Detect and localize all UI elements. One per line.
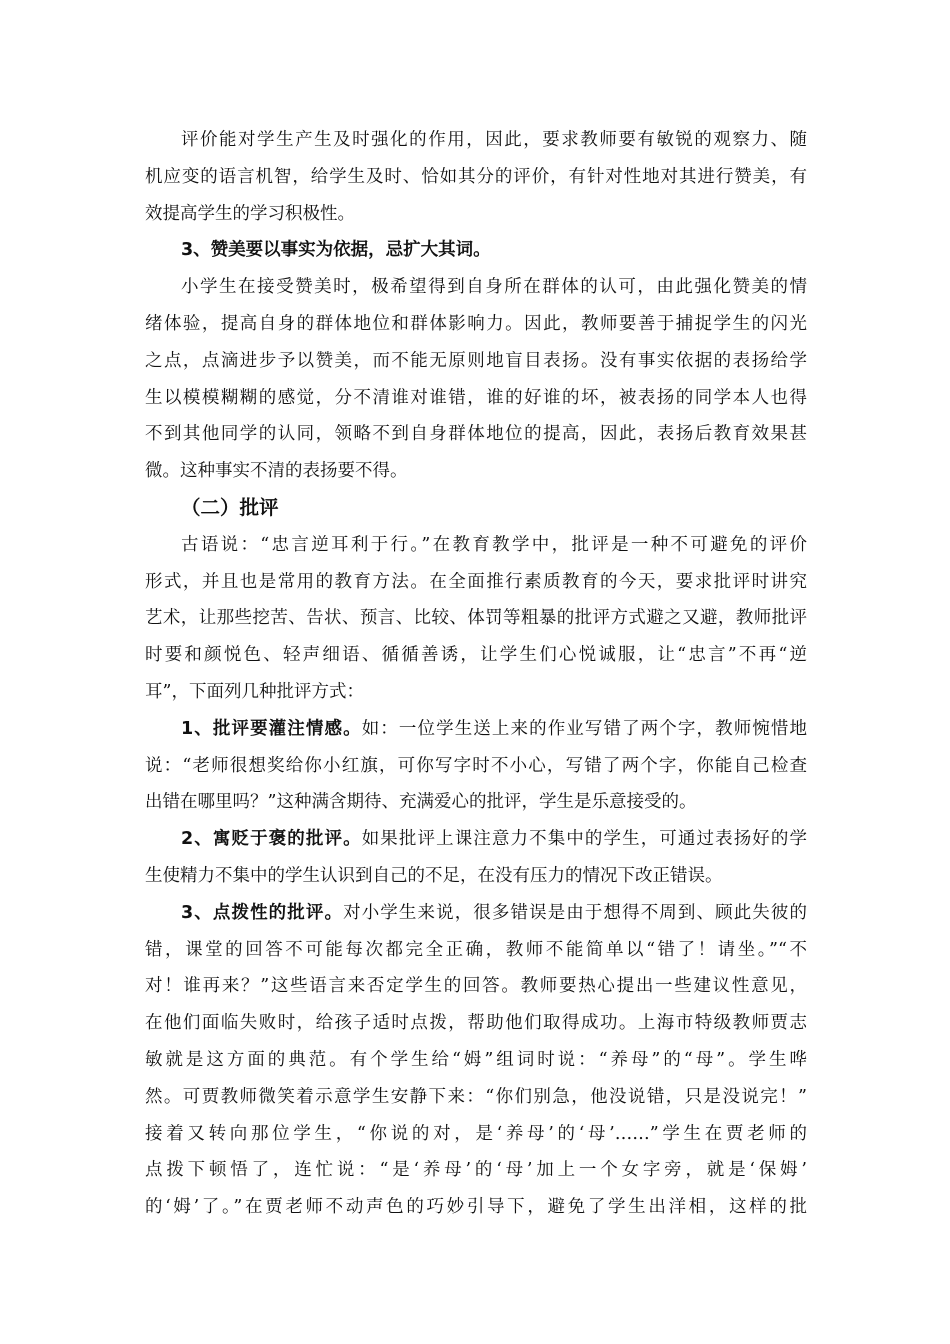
text-line: 在他们面临失败时，给孩子适时点拨，帮助他们取得成功。上海市特级教师贾志 — [145, 1013, 807, 1034]
text-line: 不到其他同学的认同，领略不到自身群体地位的提高，因此，表扬后教育效果甚 — [145, 424, 807, 445]
text-line: 说：“老师很想奖给你小红旗，可你写字时不小心，写错了两个字，你能自己检查 — [145, 755, 807, 776]
method-3-text: 对小学生来说，很多错误是由于想得不周到、顾此失彼的 — [343, 902, 807, 923]
text-line: 错，课堂的回答不可能每次都完全正确，教师不能简单以“错了！请坐。”“不 — [145, 939, 807, 960]
paragraph-method-3 — [145, 895, 807, 1226]
text-line: 出错在哪里吗？”这种满含期待、充满爱心的批评，学生是乐意接受的。 — [145, 792, 697, 813]
text-line: 耳”，下面列几种批评方式： — [145, 681, 364, 702]
paragraph-method-2 — [145, 821, 807, 895]
paragraph-method-1 — [145, 711, 807, 821]
text-line: 评价能对学生产生及时强化的作用，因此，要求教师要有敏锐的观察力、随 — [181, 130, 807, 150]
page-content — [145, 122, 807, 1226]
text-line: 点拨下顿悟了，连忙说：“是‘养母’的‘母’加上一个女字旁，就是‘保姆’ — [145, 1160, 807, 1181]
paragraph-evaluation-intro — [145, 122, 807, 232]
text-line: 效提高学生的学习积极性。 — [145, 203, 355, 224]
method-1-title: 1、批评要灌注情感。 — [181, 718, 362, 739]
text-line: 之点，点滴进步予以赞美，而不能无原则地盲目表扬。没有事实依据的表扬给学 — [145, 350, 807, 371]
text-line: 接着又转向那位学生，“你说的对，是‘养母’的‘母’……”学生在贾老师的 — [145, 1123, 807, 1144]
text-line: 敏就是这方面的典范。有个学生给“姆”组词时说：“养母”的“母”。学生哗 — [145, 1049, 807, 1070]
method-2-title: 2、寓贬于褒的批评。 — [181, 829, 362, 850]
text-line: 小学生在接受赞美时，极希望得到自身所在群体的认可，由此强化赞美的情 — [181, 277, 807, 298]
text-line: 对！谁再来？”这些语言来否定学生的回答。教师要热心提出一些建议性意见， — [145, 976, 807, 997]
point3-heading: 3、赞美要以事实为依据，忌扩大其词。 — [181, 240, 491, 261]
text-line — [145, 821, 807, 858]
text-line: 绪体验，提高自身的群体地位和群体影响力。因此，教师要善于捕捉学生的闪光 — [145, 313, 807, 334]
method-2-text: 如果批评上课注意力不集中的学生，可通过表扬好的学 — [361, 829, 807, 850]
method-1-text: 如：一位学生送上来的作业写错了两个字，教师惋惜地 — [361, 718, 807, 739]
text-line: 机应变的语言机智，给学生及时、恰如其分的评价，有针对性地对其进行赞美，有 — [145, 166, 807, 187]
text-line: 艺术，让那些挖苦、告状、预言、比较、体罚等粗暴的批评方式避之又避，教师批评 — [145, 608, 807, 629]
section-heading-criticism: （二）批评 — [181, 495, 279, 519]
text-line — [145, 895, 807, 932]
text-line: 形式，并且也是常用的教育方法。在全面推行素质教育的今天，要求批评时讲究 — [145, 571, 807, 592]
text-line: 时要和颜悦色、轻声细语、循循善诱，让学生们心悦诚服，让“忠言”不再“逆 — [145, 645, 807, 666]
text-line: 然。可贾教师微笑着示意学生安静下来：“你们别急，他没说错，只是没说完！” — [145, 1086, 807, 1107]
paragraph-point3-body — [145, 269, 807, 490]
text-line — [145, 711, 807, 748]
text-line: 古语说：“忠言逆耳利于行。”在教育教学中，批评是一种不可避免的评价 — [181, 534, 807, 555]
paragraph-criticism-intro — [145, 527, 807, 711]
method-3-title: 3、点拨性的批评。 — [181, 902, 344, 923]
text-line: 的‘姆’了。”在贾老师不动声色的巧妙引导下，避免了学生出洋相，这样的批 — [145, 1197, 807, 1218]
text-line: 生使精力不集中的学生认识到自己的不足，在没有压力的情况下改正错误。 — [145, 865, 723, 886]
text-line: 微。这种事实不清的表扬要不得。 — [145, 461, 408, 482]
text-line: 生以模模糊糊的感觉，分不清谁对谁错，谁的好谁的坏，被表扬的同学本人也得 — [145, 387, 807, 408]
